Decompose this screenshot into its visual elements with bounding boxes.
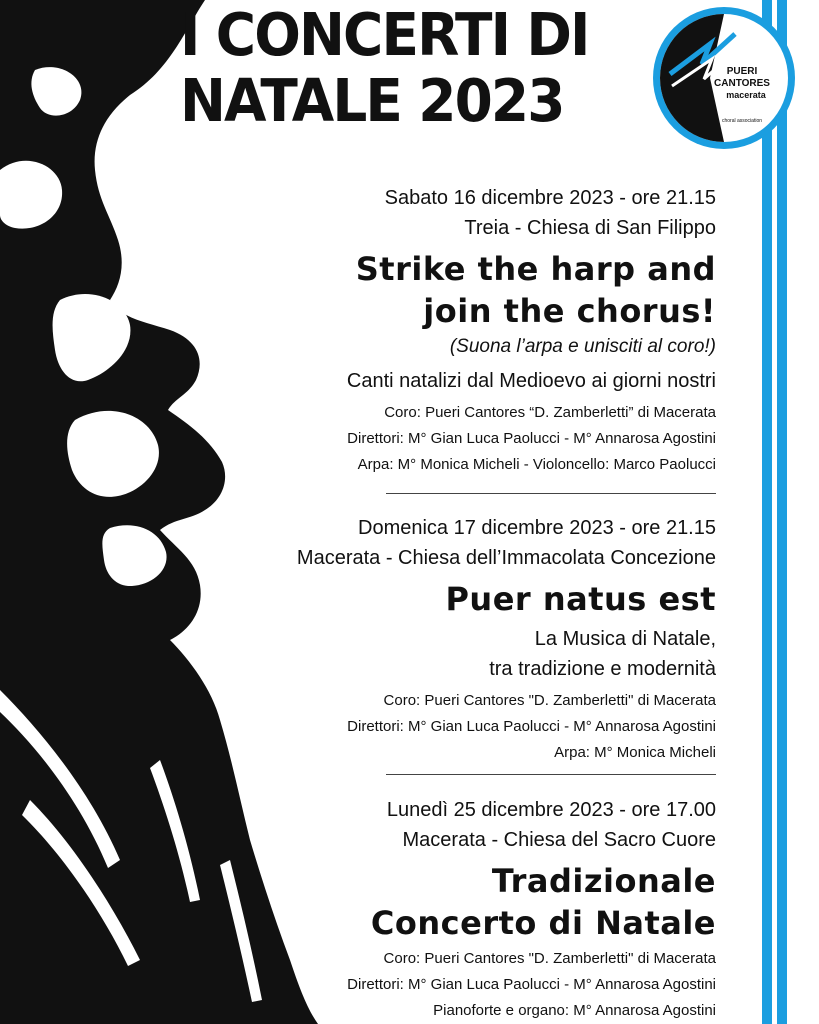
concert-3-credit-choir: Coro: Pueri Cantores "D. Zamberletti" di Macerata (383, 950, 716, 967)
logo-small-text: choral association (721, 118, 763, 124)
concert-3-title-line-2: Concerto di Natale (370, 904, 716, 942)
concert-1-credit-directors: Direttori: M° Gian Luca Paolucci - M° Annarosa Agostini (347, 430, 716, 447)
concert-1-credit-choir: Coro: Pueri Cantores “D. Zamberletti” di Macerata (384, 404, 716, 421)
concert-3-place: Macerata - Chiesa del Sacro Cuore (402, 829, 716, 851)
concert-2-subtitle-line-2: tra tradizione e modernità (489, 658, 716, 680)
divider-1 (386, 493, 716, 494)
concert-2-date: Domenica 17 dicembre 2023 - ore 21.15 (358, 517, 716, 539)
concert-2-title: Puer natus est (445, 580, 716, 618)
logo-text-3: macerata (726, 90, 766, 100)
concert-1-place: Treia - Chiesa di San Filippo (464, 217, 716, 239)
concert-1-title-line-1: Strike the harp and (355, 250, 716, 288)
blue-stripe-right (777, 0, 787, 1024)
concert-1-title (236, 248, 716, 332)
pueri-cantores-logo (650, 4, 798, 152)
concert-3-date: Lunedì 25 dicembre 2023 - ore 17.00 (386, 799, 716, 821)
logo-text-2: CANTORES (714, 78, 770, 89)
concert-3-title (236, 860, 716, 944)
title-line-2: NATALE 2023 (180, 66, 564, 135)
concert-3-credit-directors: Direttori: M° Gian Luca Paolucci - M° Annarosa Agostini (347, 976, 716, 993)
concert-2-credit-harp: Arpa: M° Monica Micheli (554, 744, 716, 761)
concert-1-translation: (Suona l’arpa e unisciti al coro!) (449, 336, 716, 357)
concert-2-credits (236, 688, 716, 766)
concert-3 (236, 796, 716, 1024)
logo-text-1: PUERI (726, 66, 758, 77)
concert-2-place: Macerata - Chiesa dell’Immacolata Concezione (296, 547, 716, 569)
concert-2-credit-choir: Coro: Pueri Cantores "D. Zamberletti" di Macerata (383, 692, 716, 709)
concert-1-credit-instruments: Arpa: M° Monica Micheli - Violoncello: Marco Paolucci (357, 456, 716, 473)
concert-1-title-line-2: join the chorus! (423, 292, 716, 330)
concert-2 (236, 514, 716, 766)
divider-2 (386, 774, 716, 775)
concert-2-subtitle (236, 624, 716, 684)
concert-3-credit-keyboard: Pianoforte e organo: M° Annarosa Agostini (433, 1002, 716, 1019)
concert-1-credits (236, 400, 716, 478)
title-line-1: I CONCERTI DI (180, 0, 589, 69)
concert-1-date: Sabato 16 dicembre 2023 - ore 21.15 (384, 187, 716, 209)
concert-3-title-line-1: Tradizionale (491, 862, 716, 900)
blue-stripe-left (762, 0, 772, 1024)
concert-1-subtitle: Canti natalizi dal Medioevo ai giorni nostri (346, 370, 716, 392)
concert-2-subtitle-line-1: La Musica di Natale, (534, 628, 716, 650)
concert-2-credit-directors: Direttori: M° Gian Luca Paolucci - M° Annarosa Agostini (347, 718, 716, 735)
concert-1 (236, 184, 716, 478)
concert-3-credits (236, 946, 716, 1024)
poster-title (180, 2, 617, 134)
